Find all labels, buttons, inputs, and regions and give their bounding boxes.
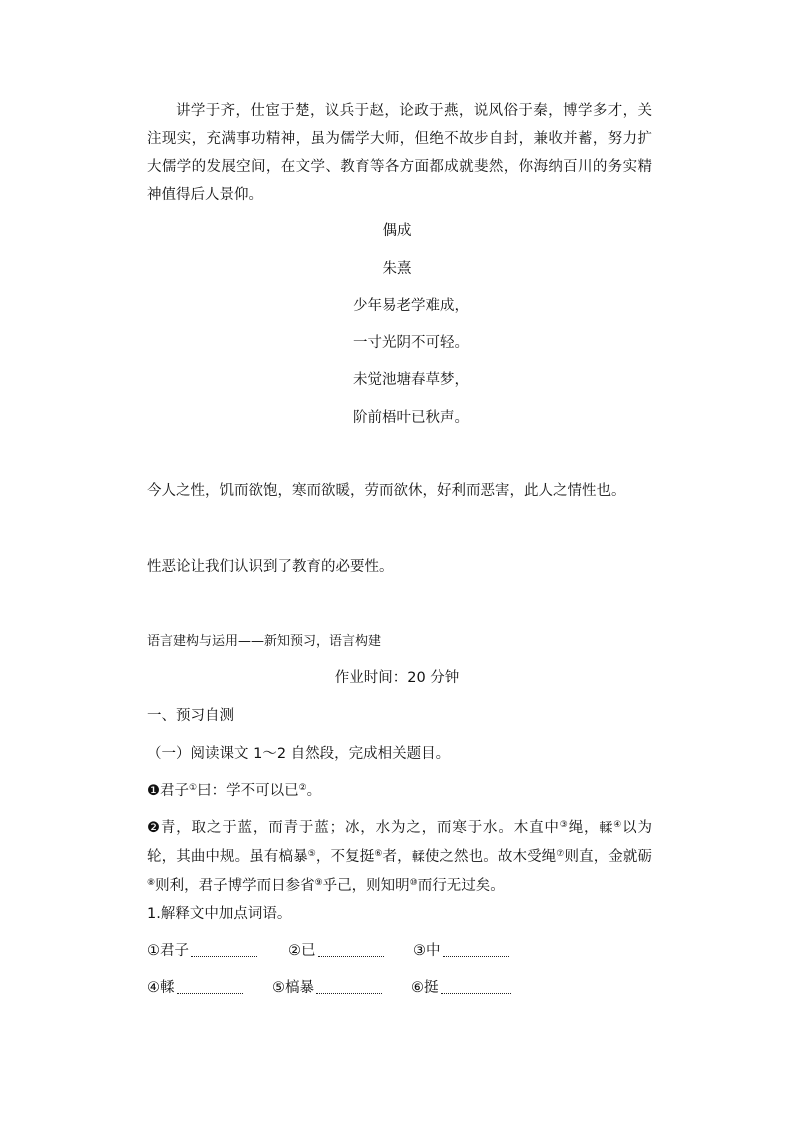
passage-text: 君子: [160, 783, 189, 799]
blank-item: [413, 942, 509, 960]
blank-item: [147, 942, 257, 960]
passage-text: 者，: [382, 849, 412, 865]
answer-blank[interactable]: [318, 942, 384, 957]
passage-text: ，不复挺: [315, 849, 375, 865]
footnote-mark: ⑩: [409, 878, 418, 888]
time-note: 作业时间：20 分钟: [334, 670, 460, 686]
passage-text: 使之然也。故木受绳: [424, 849, 557, 865]
question-1: 1.解释文中加点词语。: [147, 906, 292, 922]
passage-text: 。: [306, 783, 322, 799]
answer-blank[interactable]: [177, 979, 243, 994]
passage-text: 乎己，则知明: [322, 878, 410, 894]
blank-label: ③中: [413, 943, 441, 959]
footnote-mark: ⑤: [307, 849, 316, 859]
passage-text: 则利，君子博学而日参省: [155, 878, 315, 894]
poem-line: 阶前梧叶已秋声。: [353, 410, 469, 426]
poem-line: 未觉池塘春草梦，: [353, 372, 469, 388]
passage-paragraph-1: [147, 782, 321, 800]
comment-paragraph: 性恶论让我们认识到了教育的必要性。: [147, 559, 394, 575]
blank-item: [272, 979, 382, 997]
footnote-mark: ⑥: [374, 849, 383, 859]
answer-blank[interactable]: [443, 942, 509, 957]
passage-paragraph-2: [147, 814, 652, 900]
blank-label: ⑤槁暴: [272, 980, 314, 996]
sub-heading: （一）阅读课文 1～2 自然段，完成相关题目。: [147, 746, 451, 762]
footnote-mark: ⑦: [556, 849, 565, 859]
passage-text: 曰：学不可以已: [197, 783, 299, 799]
blank-item: [288, 942, 384, 960]
blank-item: [147, 979, 243, 997]
poem-line: 少年易老学难成，: [353, 298, 469, 314]
poem-author: 朱熹: [382, 261, 412, 277]
intro-paragraph: 讲学于齐，仕宦于楚，议兵于赵，论政于燕，说风俗于秦，博学多才，关注现实，充满事功精神，虽为儒学大师，但绝不故步自封，兼收并蓄，努力扩大儒学的发展空间，在文学、教育等各方面都成就斐然，你海纳百川的务实精神值得后人景仰。: [147, 103, 652, 203]
footnote-mark: ①: [189, 783, 198, 793]
passage-text: 青，取之于蓝，而青于蓝；冰，水为之，而寒于水。木直中: [160, 820, 560, 836]
passage-text: 则直，金就砺: [564, 849, 653, 865]
footnote-mark: ⑨: [314, 878, 323, 888]
blank-item: [411, 979, 511, 997]
footnote-mark: ④: [613, 820, 623, 830]
passage-text: 輮: [599, 821, 614, 836]
answer-blank[interactable]: [316, 979, 382, 994]
blank-label: ②已: [288, 943, 316, 959]
blank-label: ①君子: [147, 943, 189, 959]
footnote-mark: ③: [559, 820, 569, 830]
blank-label: ⑥挺: [411, 980, 439, 996]
passage-text: 輮: [411, 850, 425, 865]
section-heading: 语言建构与运用——新知预习，语言构建: [147, 634, 382, 649]
poem-line: 一寸光阴不可轻。: [353, 335, 469, 351]
number-marker: ❶: [147, 783, 160, 799]
passage-text: 而行无过矣。: [417, 878, 505, 894]
answer-blank[interactable]: [441, 979, 511, 994]
number-marker: ❷: [147, 820, 161, 836]
blank-label: ④輮: [147, 980, 175, 996]
answer-blank[interactable]: [191, 942, 257, 957]
passage-text: 以为轮，其曲中规。虽有槁暴: [147, 820, 652, 865]
footnote-mark: ②: [298, 783, 307, 793]
part-one-heading: 一、预习自测: [147, 708, 234, 724]
footnote-mark: ⑧: [147, 878, 156, 888]
passage-text: 绳，: [568, 820, 600, 836]
poem-title: 偶成: [382, 223, 412, 239]
quote-paragraph: 今人之性，饥而欲饱，寒而欲暖，劳而欲休，好利而恶害，此人之情性也。: [147, 483, 626, 499]
